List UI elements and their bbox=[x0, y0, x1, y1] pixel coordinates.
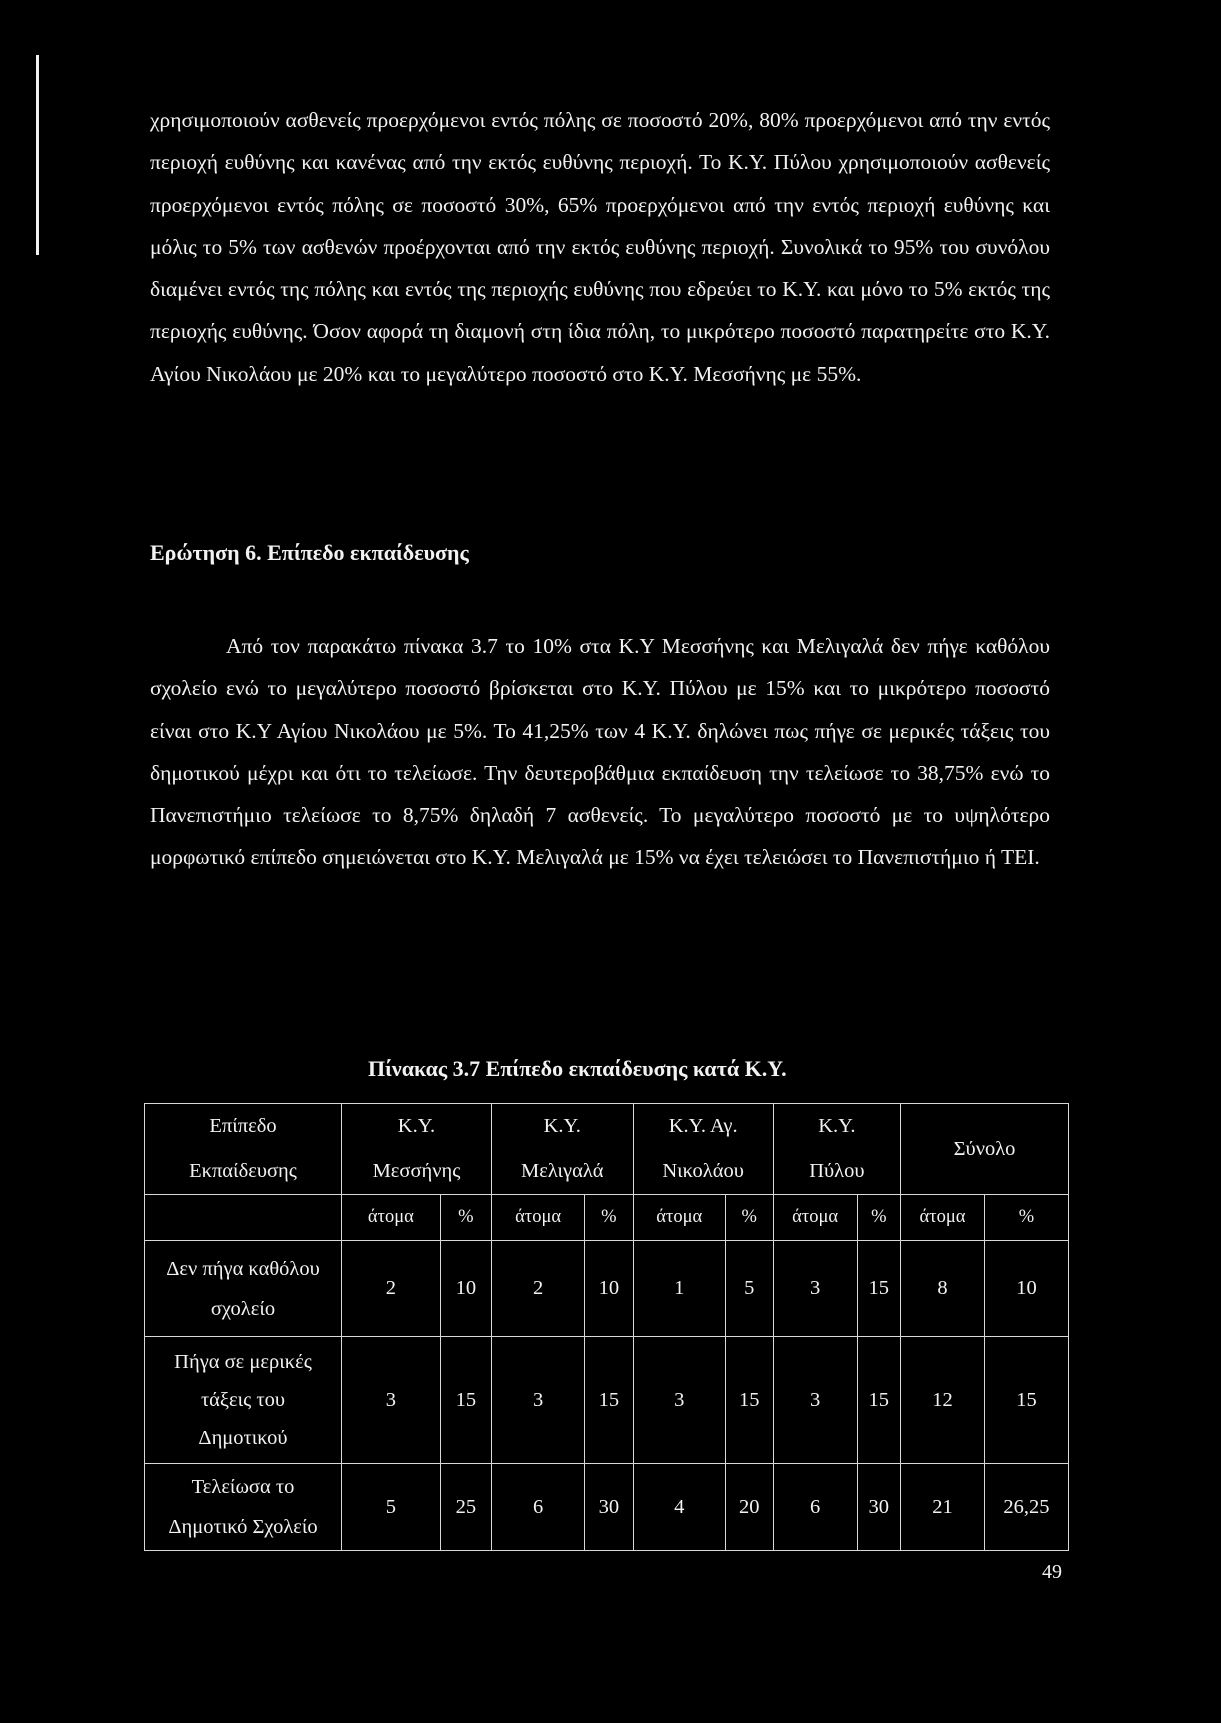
row-label: Δεν πήγα καθόλου σχολείο bbox=[145, 1241, 342, 1337]
row-label: Τελείωσα το Δημοτικό Σχολείο bbox=[145, 1464, 342, 1551]
table-row bbox=[145, 1337, 1069, 1464]
table-cell: 6 bbox=[491, 1464, 584, 1551]
table-cell: 20 bbox=[725, 1464, 773, 1551]
table-cell: 15 bbox=[857, 1337, 901, 1464]
education-level-table bbox=[144, 1103, 1069, 1551]
subheader-cell: άτομα bbox=[491, 1195, 584, 1241]
table-cell: 2 bbox=[342, 1241, 441, 1337]
margin-change-bar bbox=[36, 55, 39, 255]
table-cell: 15 bbox=[725, 1337, 773, 1464]
table-cell: 5 bbox=[725, 1241, 773, 1337]
header-cell-messini: Κ.Υ. Μεσσήνης bbox=[342, 1104, 492, 1195]
table-header-row bbox=[145, 1104, 1069, 1195]
table-cell: 4 bbox=[633, 1464, 725, 1551]
table-cell: 10 bbox=[585, 1241, 633, 1337]
header-cell-education-level: Επίπεδο Εκπαίδευσης bbox=[145, 1104, 342, 1195]
table-row bbox=[145, 1241, 1069, 1337]
subheader-cell: % bbox=[857, 1195, 901, 1241]
subheader-cell: άτομα bbox=[773, 1195, 857, 1241]
table-cell: 10 bbox=[440, 1241, 491, 1337]
table-cell: 8 bbox=[901, 1241, 985, 1337]
table-cell: 3 bbox=[773, 1337, 857, 1464]
table-cell: 30 bbox=[857, 1464, 901, 1551]
header-cell-meligalas: Κ.Υ. Μελιγαλά bbox=[491, 1104, 633, 1195]
table-cell: 3 bbox=[342, 1337, 441, 1464]
table-row bbox=[145, 1464, 1069, 1551]
subheader-cell: % bbox=[984, 1195, 1068, 1241]
table-cell: 2 bbox=[491, 1241, 584, 1337]
table-cell: 26,25 bbox=[984, 1464, 1068, 1551]
subheader-cell: % bbox=[725, 1195, 773, 1241]
row-label: Πήγα σε μερικές τάξεις του Δημοτικού bbox=[145, 1337, 342, 1464]
section-heading: Ερώτηση 6. Επίπεδο εκπαίδευσης bbox=[150, 540, 469, 565]
subheader-cell: άτομα bbox=[633, 1195, 725, 1241]
table-cell: 1 bbox=[633, 1241, 725, 1337]
subheader-cell: % bbox=[585, 1195, 633, 1241]
subheader-cell: άτομα bbox=[901, 1195, 985, 1241]
table-cell: 12 bbox=[901, 1337, 985, 1464]
subheader-empty-cell bbox=[145, 1195, 342, 1241]
paragraph-text: χρησιμοποιούν ασθενείς προερχόμενοι εντός πόλης σε ποσοστό 20%, 80% προερχόμενοι από την εντός περιοχή ευθύνης και κανένας από την εκτός ευθύνης περιοχή. Το Κ.Υ. Πύλου χρησιμοποιούν ασθενείς προερχόμενοι εντός πόλης σε ποσοστό 30%, 65% προερχόμενοι από την εντός περιοχή ευθύνης και μόλις το 5% των ασθενών προέρχονται από την εκτός ευθύνης περιοχή. Συνολικά το 95% του συνόλου διαμένει εντός της πόλης και εντός της περιοχής ευθύνης που εδρεύει το Κ.Υ. και μόνο το 5% εκτός της περιοχής ευθύνης. Όσον αφορά τη διαμονή στη ίδια πόλη, το μικρότερο ποσοστό παρατηρείτε στο Κ.Υ. Αγίου Νικολάου με 20% και το μεγαλύτερο ποσοστό στο Κ.Υ. Μεσσήνης με 55%. bbox=[150, 108, 1050, 386]
table-cell: 6 bbox=[773, 1464, 857, 1551]
table-cell: 15 bbox=[857, 1241, 901, 1337]
table-cell: 3 bbox=[633, 1337, 725, 1464]
header-cell-agios-nikolaos: Κ.Υ. Αγ. Νικολάου bbox=[633, 1104, 773, 1195]
header-cell-pylos: Κ.Υ. Πύλου bbox=[773, 1104, 900, 1195]
table-cell: 3 bbox=[773, 1241, 857, 1337]
table-cell: 21 bbox=[901, 1464, 985, 1551]
page-number: 49 bbox=[1042, 1561, 1062, 1583]
table-title: Πίνακας 3.7 Επίπεδο εκπαίδευσης κατά Κ.Υ. bbox=[368, 1056, 787, 1081]
table-cell: 30 bbox=[585, 1464, 633, 1551]
subheader-cell: % bbox=[440, 1195, 491, 1241]
table-cell: 5 bbox=[342, 1464, 441, 1551]
table-subheader-row bbox=[145, 1195, 1069, 1241]
table-cell: 3 bbox=[491, 1337, 584, 1464]
table-cell: 25 bbox=[440, 1464, 491, 1551]
table-cell: 15 bbox=[984, 1337, 1068, 1464]
subheader-cell: άτομα bbox=[342, 1195, 441, 1241]
table-cell: 15 bbox=[585, 1337, 633, 1464]
paragraph-text: Από τον παρακάτω πίνακα 3.7 το 10% στα Κ.Υ Μεσσήνης και Μελιγαλά δεν πήγε καθόλου σχολείο ενώ το μεγαλύτερο ποσοστό βρίσκεται στο Κ.Υ. Πύλου με 15% και το μικρότερο ποσοστό είναι στο Κ.Υ Αγίου Νικολάου με 5%. Το 41,25% των 4 Κ.Υ. δηλώνει πως πήγε σε μερικές τάξεις του δημοτικού μέχρι και ότι το τελείωσε. Την δευτεροβάθμια εκπαίδευση την τελείωσε το 38,75% ενώ το Πανεπιστήμιο τελείωσε το 8,75% δηλαδή 7 ασθενείς. Το μεγαλύτερο ποσοστό με το υψηλότερο μορφωτικό επίπεδο σημειώνεται στο Κ.Υ. Μελιγαλά με 15% να έχει τελειώσει το Πανεπιστήμιο ή ΤΕΙ. bbox=[150, 634, 1050, 870]
table-cell: 15 bbox=[440, 1337, 491, 1464]
header-cell-total: Σύνολο bbox=[901, 1104, 1069, 1195]
table-cell: 10 bbox=[984, 1241, 1068, 1337]
